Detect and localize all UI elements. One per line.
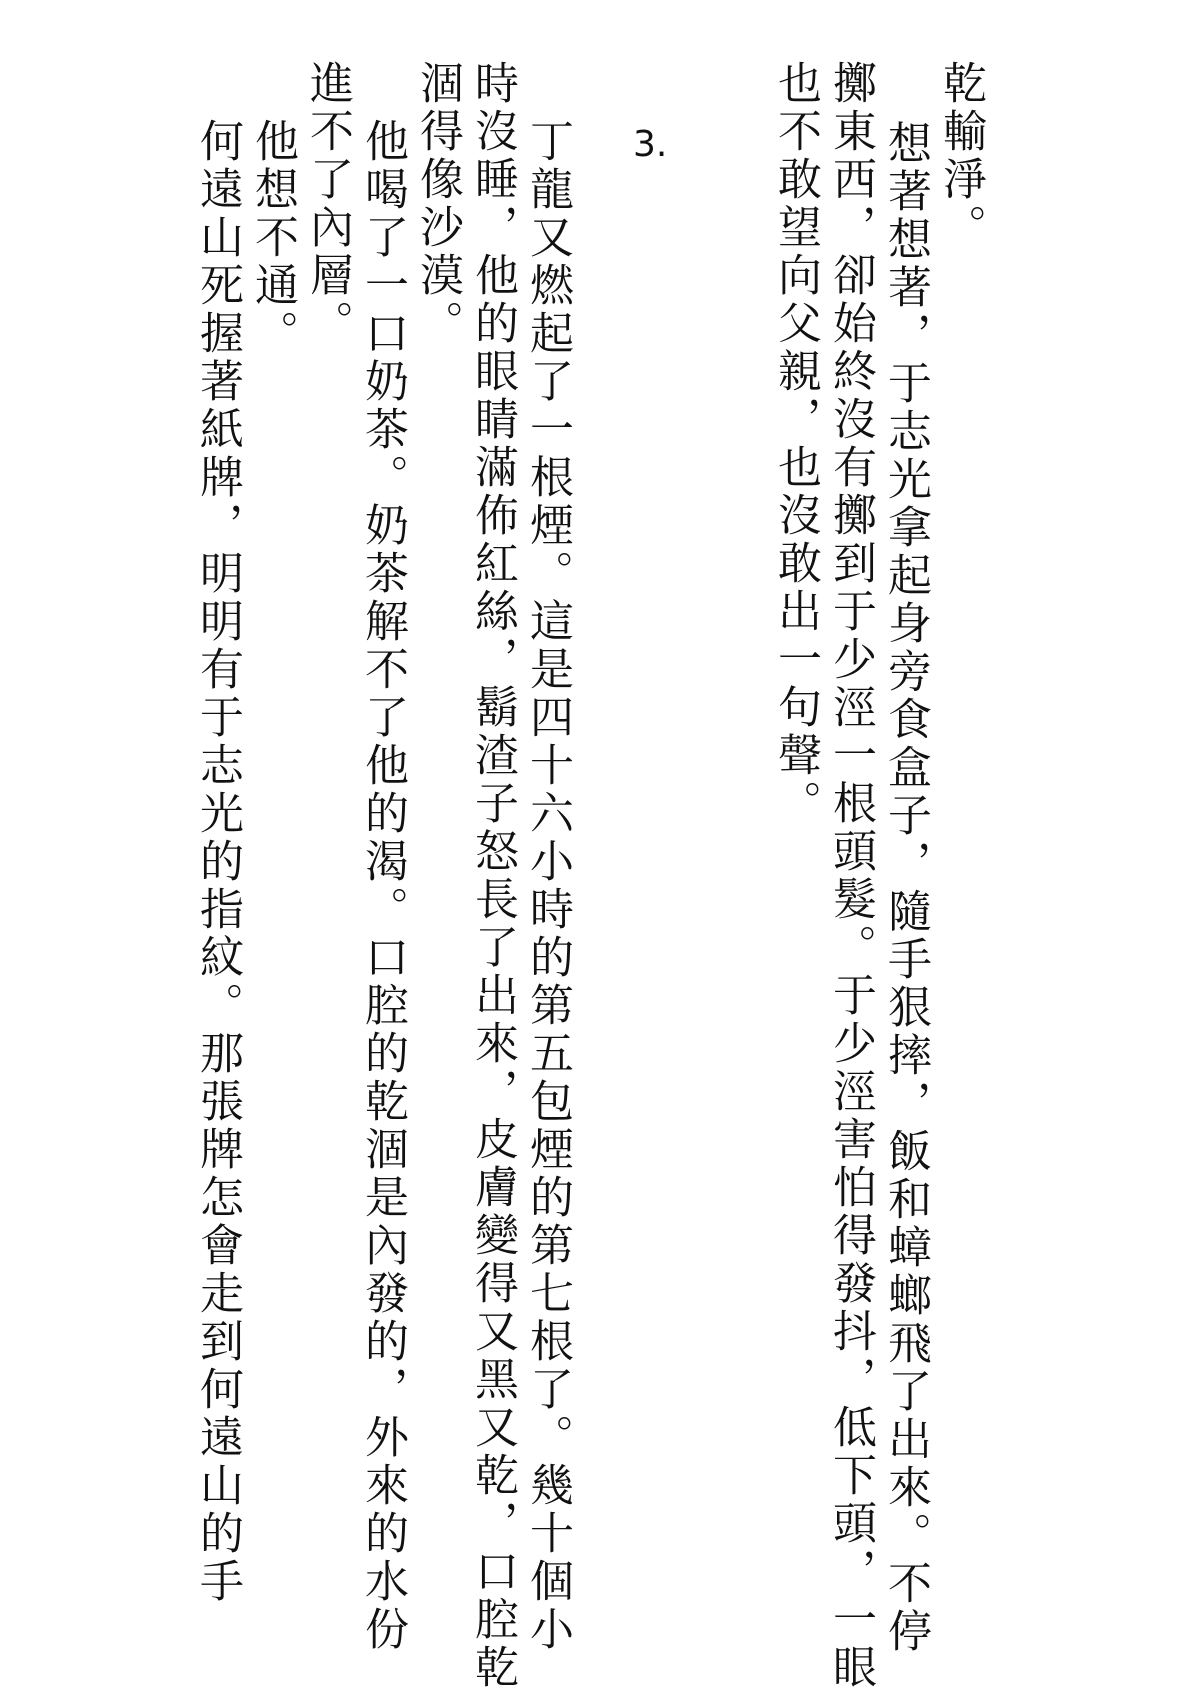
text-line-1: 乾輸淨。 <box>935 60 986 252</box>
text-line-4: 也不敢望向父親，也沒敢出一句聲。 <box>770 60 821 828</box>
text-line-10: 進不了內層。 <box>302 60 353 348</box>
text-line-11: 他想不通。 <box>247 118 298 358</box>
text-line-2: 想著想著，于志光拿起身旁食盒子，隨手狠摔，飯和蟑螂飛了出來。不停 <box>880 120 931 1656</box>
text-line-8: 涸得像沙漠。 <box>412 60 463 348</box>
text-line-9: 他喝了一口奶茶。奶茶解不了他的渴。口腔的乾涸是內發的，外來的水份 <box>357 118 408 1654</box>
section-number: 3. <box>633 124 668 165</box>
text-line-3: 擲東西，卻始終沒有擲到于少涇一根頭髮。于少涇害怕得發抖，低下頭，一眼 <box>825 60 876 1692</box>
text-line-12: 何遠山死握著紙牌，明明有于志光的指紋。那張牌怎會走到何遠山的手 <box>192 118 243 1606</box>
text-line-7: 時沒睡，他的眼睛滿佈紅絲，鬍渣子怒長了出來，皮膚變得又黑又乾，口腔乾 <box>467 60 518 1692</box>
text-line-6: 丁龍又燃起了一根煙。這是四十六小時的第五包煙的第七根了。幾十個小 <box>522 118 573 1654</box>
